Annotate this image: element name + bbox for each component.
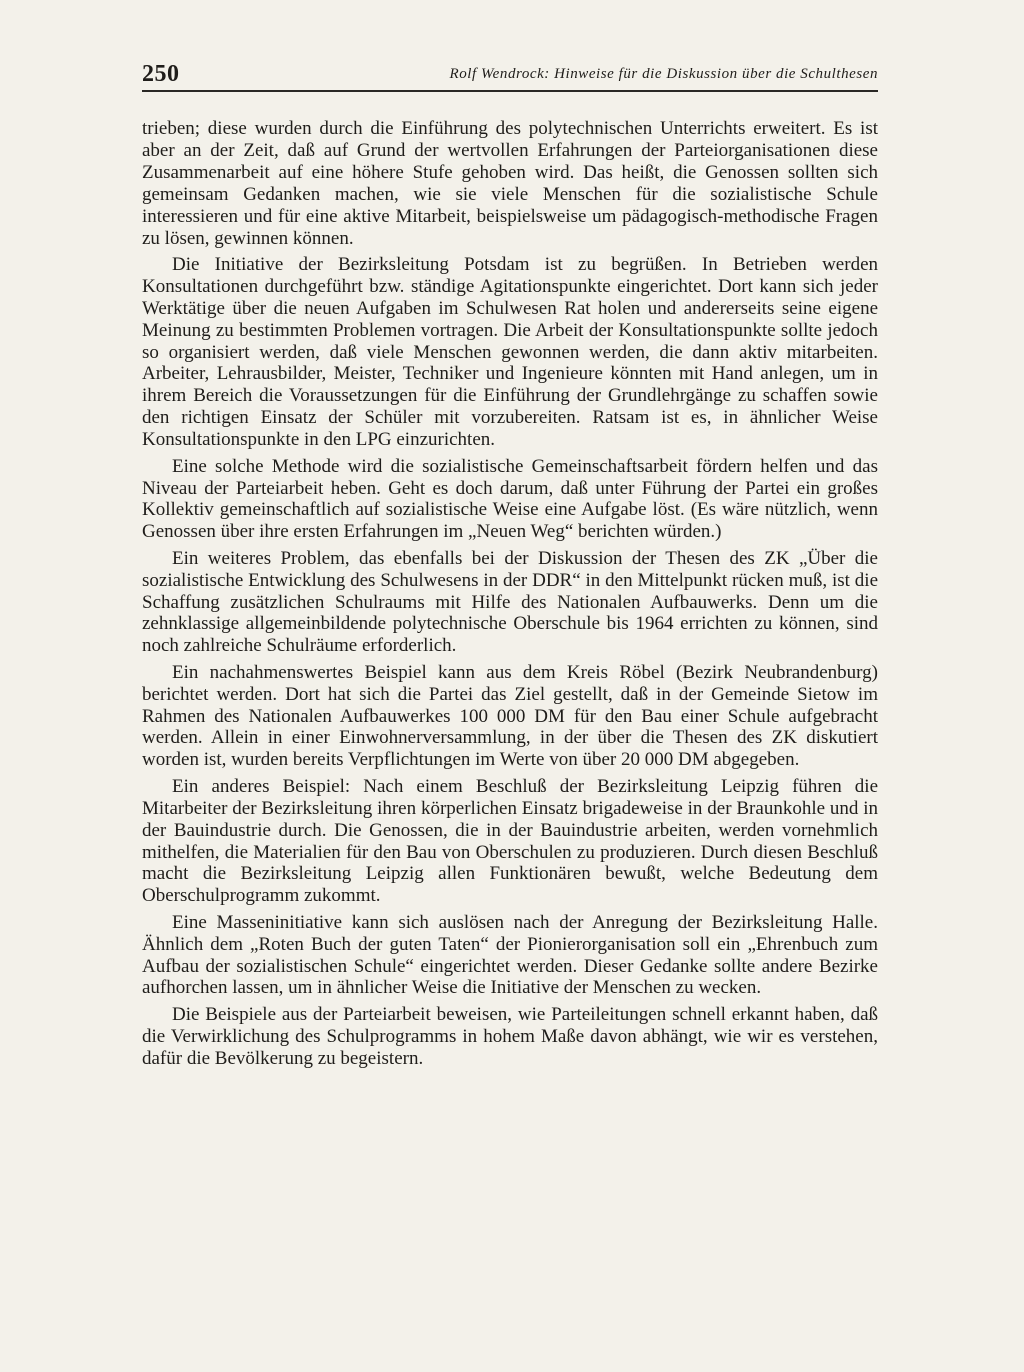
paragraph: Die Beispiele aus der Parteiarbeit beweisen, wie Parteileitungen schnell erkannt haben, daß die Verwirklichung des Schulprogramms in hohem Maße davon abhängt, wie wir es verstehen, dafür die Bevölkerung zu begeistern. xyxy=(142,1003,878,1069)
running-title: Rolf Wendrock: Hinweise für die Diskussion über die Schulthesen xyxy=(449,66,878,82)
paragraph: trieben; diese wurden durch die Einführung des polytechnischen Unterrichts erweitert. Es ist aber an der Zeit, daß auf Grund der wertvollen Erfahrungen der Parteiorganisationen diese Zusammenarbeit auf eine höhere Stufe gehoben wird. Das heißt, die Genossen sollten sich gemeinsam Gedanken machen, wie sie viele Menschen für die sozialistische Schule interessieren und für eine aktive Mitarbeit, beispielsweise um pädagogisch-methodische Fragen zu lösen, gewinnen können. xyxy=(142,118,878,249)
paragraph: Eine solche Methode wird die sozialistische Gemeinschaftsarbeit fördern helfen und das Niveau der Parteiarbeit heben. Geht es doch darum, daß unter Führung der Partei ein großes Kollektiv gemeinschaftlich auf sozialistische Weise eine Aufgabe löst. (Es wäre nützlich, wenn Genossen über ihre ersten Erfahrungen im „Neuen Weg“ berichten würden.) xyxy=(142,455,878,543)
paragraph: Die Initiative der Bezirksleitung Potsdam ist zu begrüßen. In Betrieben werden Konsultationen durchgeführt bzw. ständige Agitationspunkte eingerichtet. Dort kann sich jeder Werktätige über die neuen Aufgaben im Schulwesen Rat holen und andererseits seine eigene Meinung zu bestimmten Problemen vortragen. Die Arbeit der Konsultationspunkte sollte jedoch so organisiert werden, daß viele Menschen gewonnen werden, die dann aktiv mitarbeiten. Arbeiter, Lehrausbilder, Meister, Techniker und Ingenieure könnten mit Hand anlegen, um in ihrem Bereich die Voraussetzungen für die Einführung der Grundlehrgänge zu schaffen sowie den richtigen Einsatz der Schüler mit vorzubereiten. Ratsam ist es, in ähnlicher Weise Konsultationspunkte in den LPG einzurichten. xyxy=(142,253,878,451)
page-header xyxy=(142,60,878,92)
page-number: 250 xyxy=(142,61,180,87)
paragraph: Ein anderes Beispiel: Nach einem Beschluß der Bezirksleitung Leipzig führen die Mitarbeiter der Bezirksleitung ihren körperlichen Einsatz brigadeweise in der Braunkohle und in der Bauindustrie durch. Die Genossen, die in der Bauindustrie arbeiten, werden vornehmlich mithelfen, die Materialien für den Bau von Oberschulen zu produzieren. Durch diesen Beschluß macht die Bezirksleitung Leipzig allen Funktionären bewußt, welche Bedeutung dem Oberschulprogramm zukommt. xyxy=(142,775,878,907)
paragraph: Ein weiteres Problem, das ebenfalls bei der Diskussion der Thesen des ZK „Über die sozialistische Entwicklung des Schulwesens in der DDR“ in den Mittelpunkt rücken muß, ist die Schaffung zusätzlichen Schulraums mit Hilfe des Nationalen Aufbauwerks. Denn um die zehnklassige allgemeinbildende polytechnische Oberschule bis 1964 errichten zu können, sind noch zahlreiche Schulräume erforderlich. xyxy=(142,547,878,657)
body-text xyxy=(142,118,878,1070)
paragraph: Eine Masseninitiative kann sich auslösen nach der Anregung der Bezirksleitung Halle. Ähnlich dem „Roten Buch der guten Taten“ der Pionierorganisation soll ein „Ehrenbuch zum Aufbau der sozialistischen Schule“ eingerichtet werden. Dieser Gedanke sollte andere Bezirke aufhorchen lassen, um in ähnlicher Weise die Initiative der Menschen zu wecken. xyxy=(142,911,878,999)
paragraph: Ein nachahmenswertes Beispiel kann aus dem Kreis Röbel (Bezirk Neubrandenburg) berichtet werden. Dort hat sich die Partei das Ziel gestellt, daß in der Gemeinde Sietow im Rahmen des Nationalen Aufbauwerkes 100 000 DM für den Bau einer Schule aufgebracht werden. Allein in einer Einwohnerversammlung, in der über die Thesen des ZK diskutiert worden ist, wurden bereits Verpflichtungen im Werte von über 20 000 DM abgegeben. xyxy=(142,661,878,771)
